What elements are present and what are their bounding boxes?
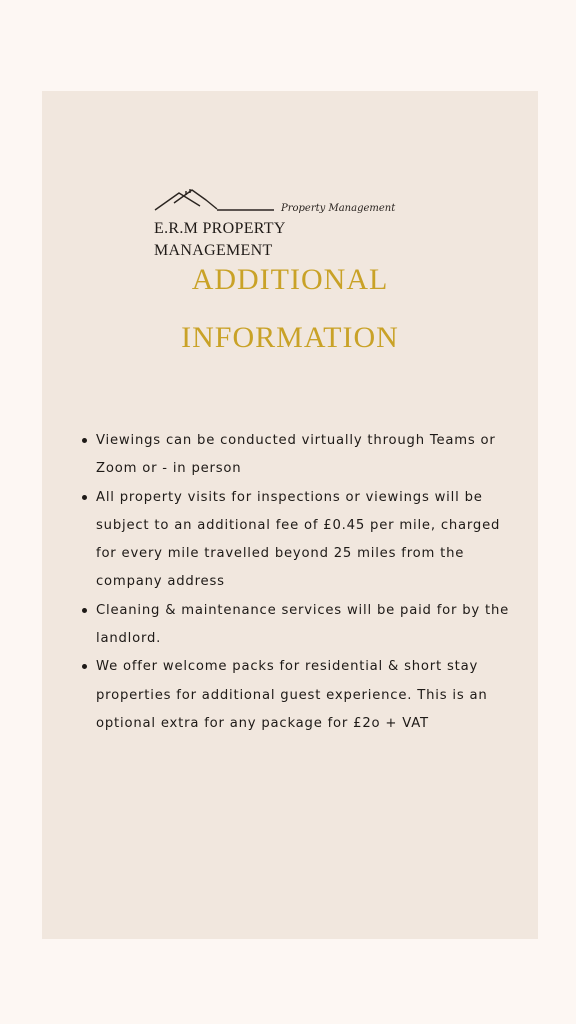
title-line2: INFORMATION bbox=[181, 321, 399, 354]
list-item-text: Cleaning & maintenance services will be paid for by the landlord. bbox=[96, 602, 510, 647]
info-list bbox=[80, 427, 516, 738]
list-item-text: We offer welcome packs for residential & short stay properties for additional guest experience. This is an optional extra for any package for £2o + VAT bbox=[96, 659, 488, 731]
page-title bbox=[42, 251, 538, 367]
title-line1: ADDITIONAL bbox=[191, 263, 389, 296]
list-item bbox=[96, 597, 516, 654]
bullet-icon bbox=[82, 438, 87, 443]
list-item bbox=[96, 653, 516, 738]
bullet-icon bbox=[82, 495, 87, 500]
company-logo bbox=[154, 143, 404, 259]
bullet-icon bbox=[82, 608, 87, 613]
list-item bbox=[96, 427, 516, 484]
info-card bbox=[42, 91, 538, 939]
list-item bbox=[96, 484, 516, 597]
company-name-line2: MANAGEMENT bbox=[154, 242, 273, 259]
logo-tagline: Property Management bbox=[281, 203, 396, 214]
list-item-text: Viewings can be conducted virtually through Teams or Zoom or - in person bbox=[96, 433, 496, 477]
company-name-line1: E.R.M PROPERTY bbox=[154, 220, 286, 237]
bullet-icon bbox=[82, 664, 87, 669]
list-item-text: All property visits for inspections or viewings will be subject to an additional fee of £0.45 per mile, charged for every mile travelled beyond 25 miles from the company address bbox=[96, 489, 501, 590]
